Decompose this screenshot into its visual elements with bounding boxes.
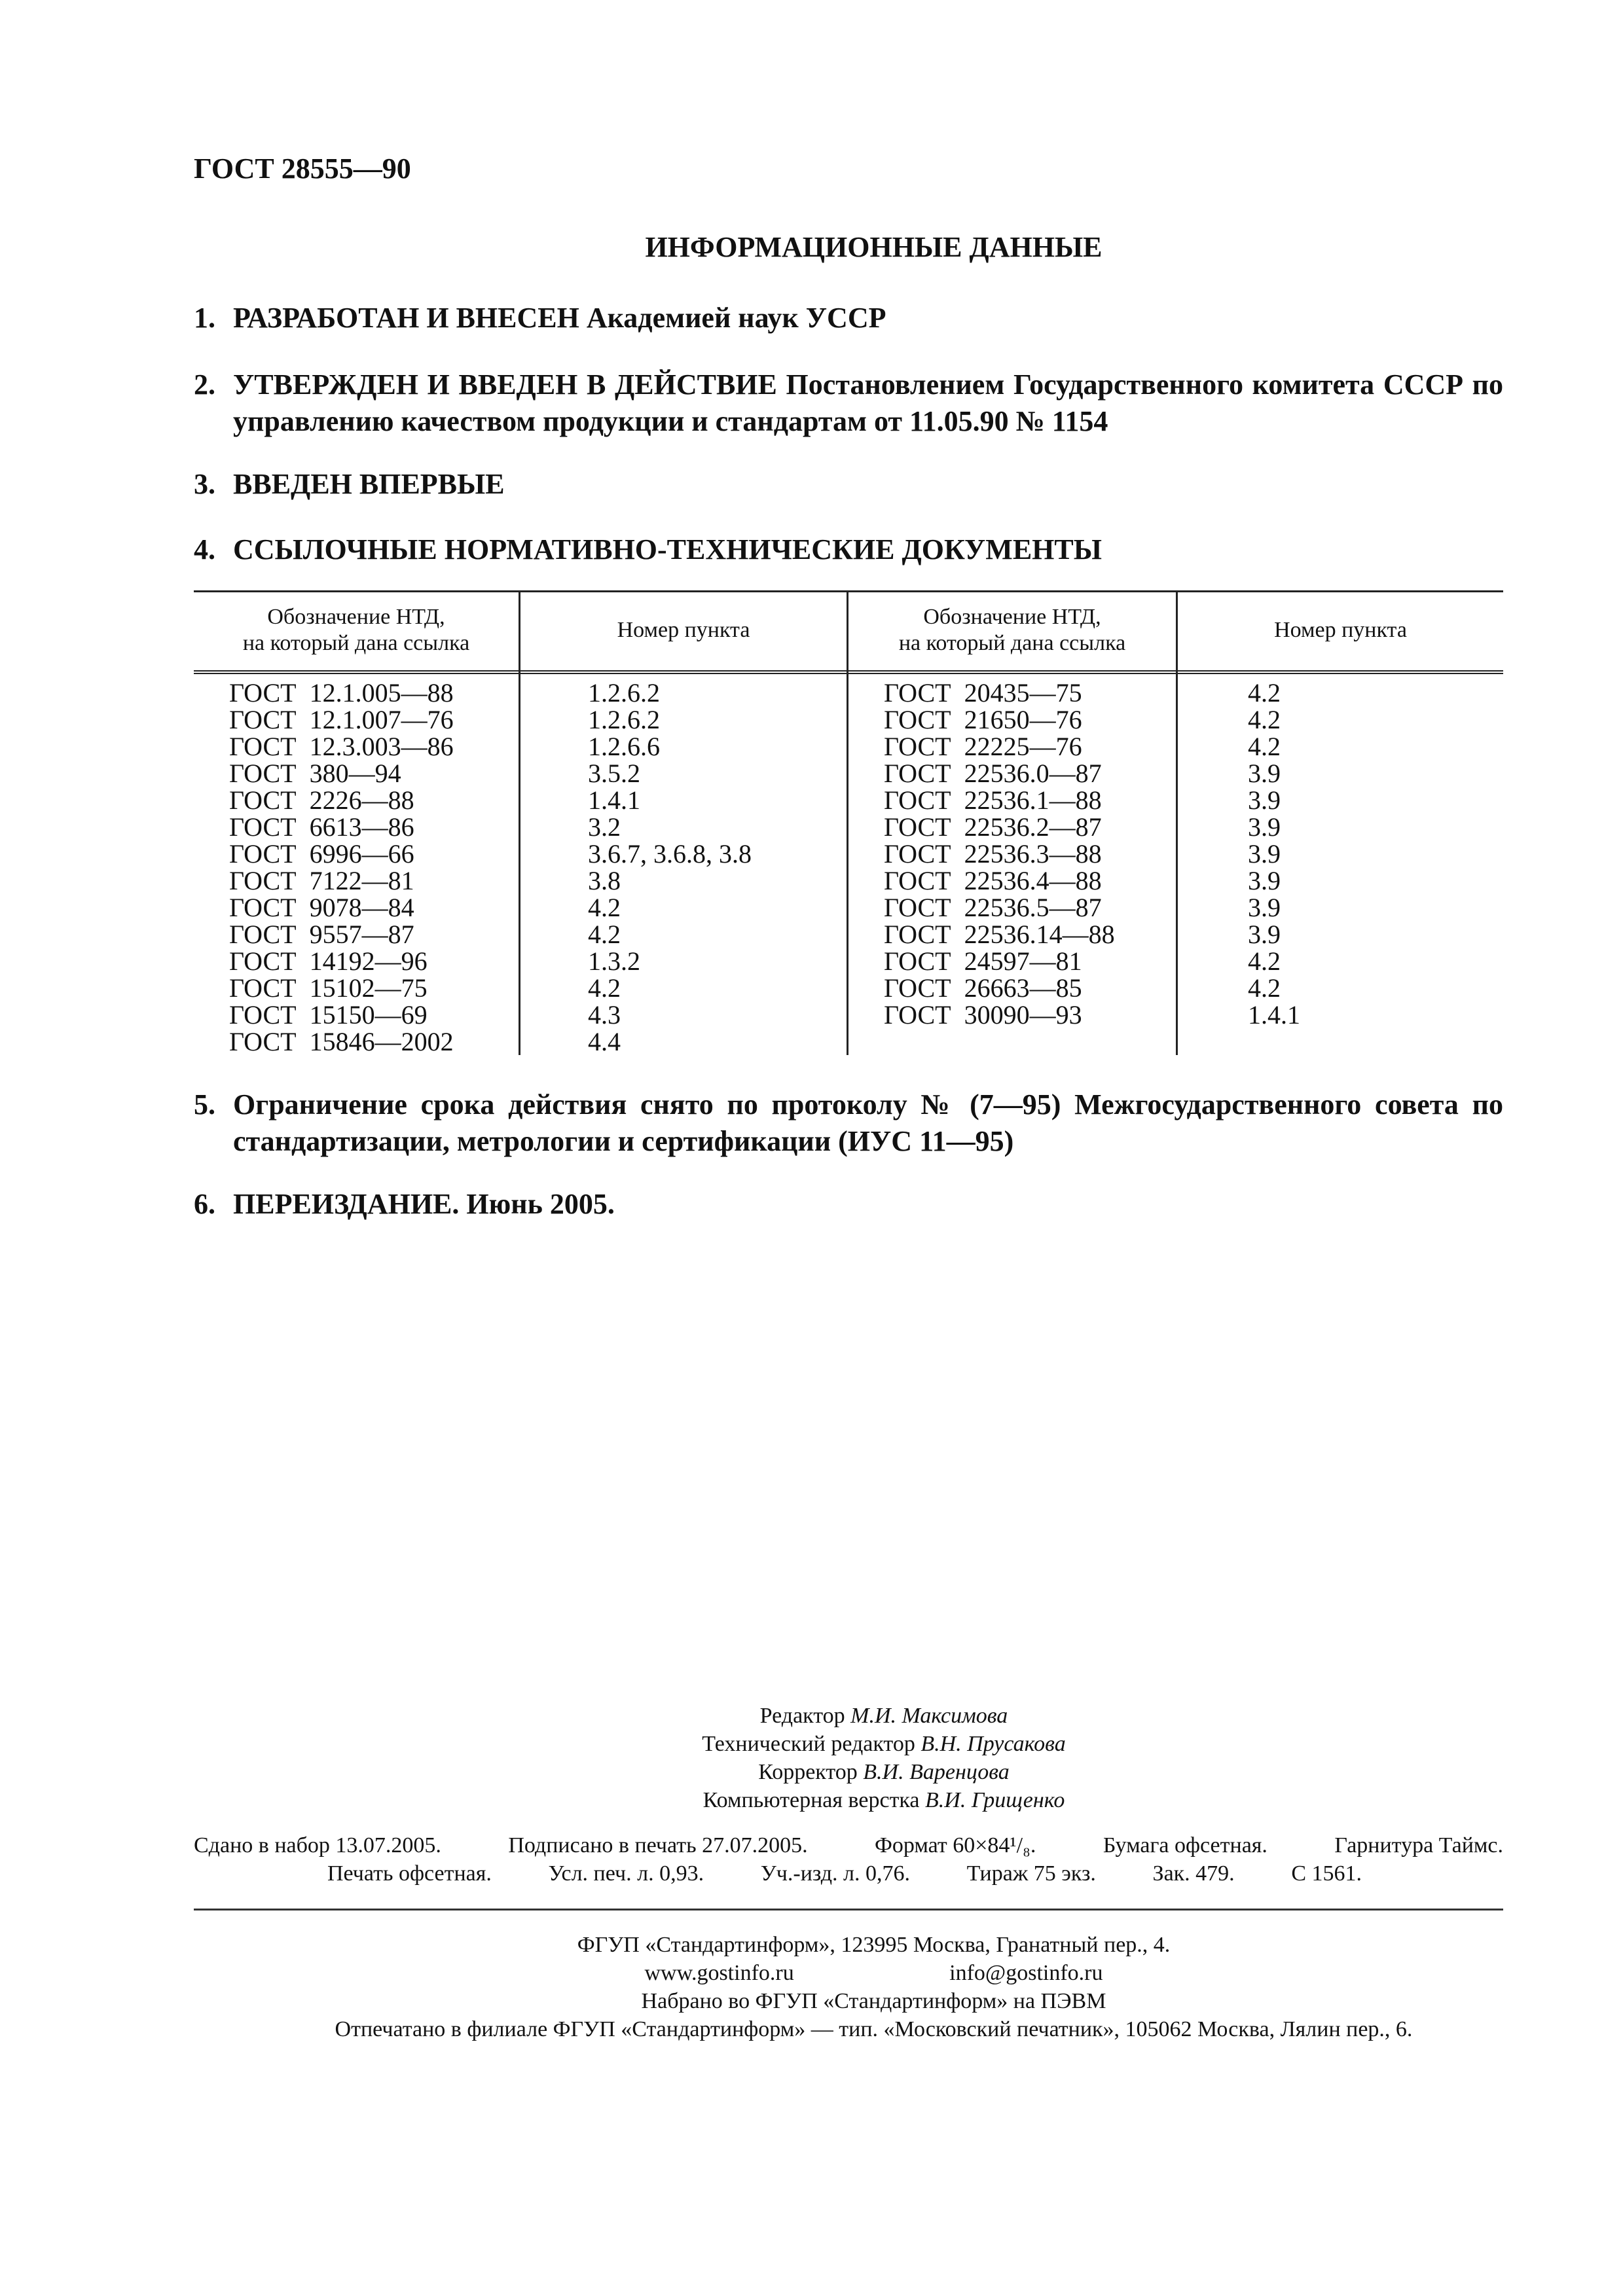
- imprint-field: Печать офсетная.: [327, 1861, 492, 1886]
- item-text: Академией наук УССР: [586, 302, 886, 334]
- right-doc-list: ГОСТ 20435—75 ГОСТ 21650—76 ГОСТ 22225—76 ГОСТ 22536.0—87 ГОСТ 22536.1—88 ГОСТ 22536.2—87 ГОСТ 22536.3—88 ГОСТ 22536.4—88 ГОСТ 22536.5—87 ГОСТ 22536.14—88 ГОСТ 24597—81 ГОСТ 26663—85 ГОСТ 30090—93: [884, 678, 1115, 1030]
- item-number: 1.: [194, 302, 215, 334]
- publisher-contacts: [645, 1959, 1103, 1987]
- item-heading: ССЫЛОЧНЫЕ НОРМАТИВНО-ТЕХНИЧЕСКИЕ ДОКУМЕНТЫ: [233, 533, 1102, 565]
- item-heading: ВВЕДЕН ВПЕРВЫЕ: [233, 468, 505, 500]
- info-item-5: [194, 1086, 1503, 1160]
- info-item-1: [194, 300, 1503, 336]
- item-number: 6.: [194, 1188, 215, 1220]
- item-number: 2.: [194, 368, 215, 401]
- publisher-email[interactable]: info@gostinfo.ru: [949, 1961, 1103, 1985]
- item-heading: РАЗРАБОТАН И ВНЕСЕН: [233, 302, 579, 334]
- credit-editor: Редактор М.И. Максимова: [759, 1704, 1008, 1728]
- credit-tech-editor: Технический редактор В.Н. Прусакова: [702, 1732, 1066, 1756]
- publisher-address: ФГУП «Стандартинформ», 123995 Москва, Гранатный пер., 4.: [577, 1933, 1171, 1957]
- imprint-line-1: [194, 1831, 1503, 1859]
- credits-block: [589, 1702, 1178, 1814]
- imprint-field: Бумага офсетная.: [1103, 1833, 1267, 1857]
- left-clause-list: 1.2.6.2 1.2.6.2 1.2.6.6 3.5.2 1.4.1 3.2 3.6.7, 3.6.8, 3.8 3.8 4.2 4.2 1.3.2 4.2 4.3 4.4: [588, 678, 752, 1056]
- document-number: ГОСТ 28555—90: [194, 152, 411, 185]
- item-heading: ПЕРЕИЗДАНИЕ.: [233, 1188, 460, 1220]
- imprint-field: Усл. печ. л. 0,93.: [548, 1861, 704, 1886]
- item-text: Ограничение срока действия снято по протоколу № (7—95) Межгосударственного совета по стандартизации, метрологии и сертификации (ИУС 11—95): [233, 1088, 1503, 1157]
- table-header-rule: [194, 670, 1503, 674]
- imprint-line-2: [327, 1859, 1362, 1888]
- credit-proofreader: Корректор В.И. Варенцова: [758, 1760, 1010, 1784]
- publisher-block: [0, 1931, 1623, 2043]
- imprint-field: Подписано в печать 27.07.2005.: [508, 1833, 808, 1857]
- imprint-field: Уч.-изд. л. 0,76.: [760, 1861, 910, 1886]
- item-text: Постановлением Государственного комитета СССР по управлению качеством продукции и стандартам от 11.05.90 № 1154: [233, 368, 1504, 437]
- imprint-field: Формат 60×84¹/₈.: [875, 1833, 1036, 1857]
- reference-documents-table: [194, 590, 1503, 1055]
- credit-layout: Компьютерная верстка В.И. Грищенко: [702, 1788, 1065, 1812]
- header-doc-designation: Обозначение НТД, на который дана ссылка: [898, 605, 1126, 655]
- item-number: 5.: [194, 1088, 215, 1121]
- imprint-field: С 1561.: [1291, 1861, 1362, 1886]
- item-heading: УТВЕРЖДЕН И ВВЕДЕН В ДЕЙСТВИЕ: [233, 368, 777, 401]
- info-item-3: [194, 466, 1503, 503]
- info-item-2: [194, 367, 1503, 440]
- header-clause-number: Номер пункта: [617, 618, 750, 642]
- item-number: 3.: [194, 468, 215, 500]
- footer-divider: [194, 1909, 1503, 1910]
- left-doc-list: ГОСТ 12.1.005—88 ГОСТ 12.1.007—76 ГОСТ 12.3.003—86 ГОСТ 380—94 ГОСТ 2226—88 ГОСТ 6613—86 ГОСТ 6996—66 ГОСТ 7122—81 ГОСТ 9078—84 ГОСТ 9557—87 ГОСТ 14192—96 ГОСТ 15102—75 ГОСТ 15150—69 ГОСТ 15846—2002: [229, 678, 454, 1056]
- printed-note: Отпечатано в филиале ФГУП «Стандартинформ» — тип. «Московский печатник», 105062 Москва, Лялин пер., 6.: [335, 2017, 1413, 2041]
- header-doc-designation: Обозначение НТД, на который дана ссылка: [242, 605, 470, 655]
- right-clause-list: 4.2 4.2 4.2 3.9 3.9 3.9 3.9 3.9 3.9 3.9 4.2 4.2 1.4.1: [1248, 678, 1300, 1030]
- imprint-field: Тираж 75 экз.: [966, 1861, 1096, 1886]
- imprint-field: Зак. 479.: [1152, 1861, 1235, 1886]
- info-item-4: [194, 531, 1503, 568]
- publisher-website[interactable]: www.gostinfo.ru: [644, 1961, 794, 1985]
- header-clause-number: Номер пункта: [1274, 618, 1407, 642]
- imprint-field: Сдано в набор 13.07.2005.: [194, 1833, 441, 1857]
- typeset-note: Набрано во ФГУП «Стандартинформ» на ПЭВМ: [641, 1989, 1106, 2013]
- imprint-field: Гарнитура Таймс.: [1334, 1833, 1503, 1857]
- info-item-6: [194, 1186, 1503, 1223]
- page-title: ИНФОРМАЦИОННЫЕ ДАННЫЕ: [645, 231, 1103, 263]
- item-text: Июнь 2005.: [466, 1188, 615, 1220]
- item-number: 4.: [194, 533, 215, 565]
